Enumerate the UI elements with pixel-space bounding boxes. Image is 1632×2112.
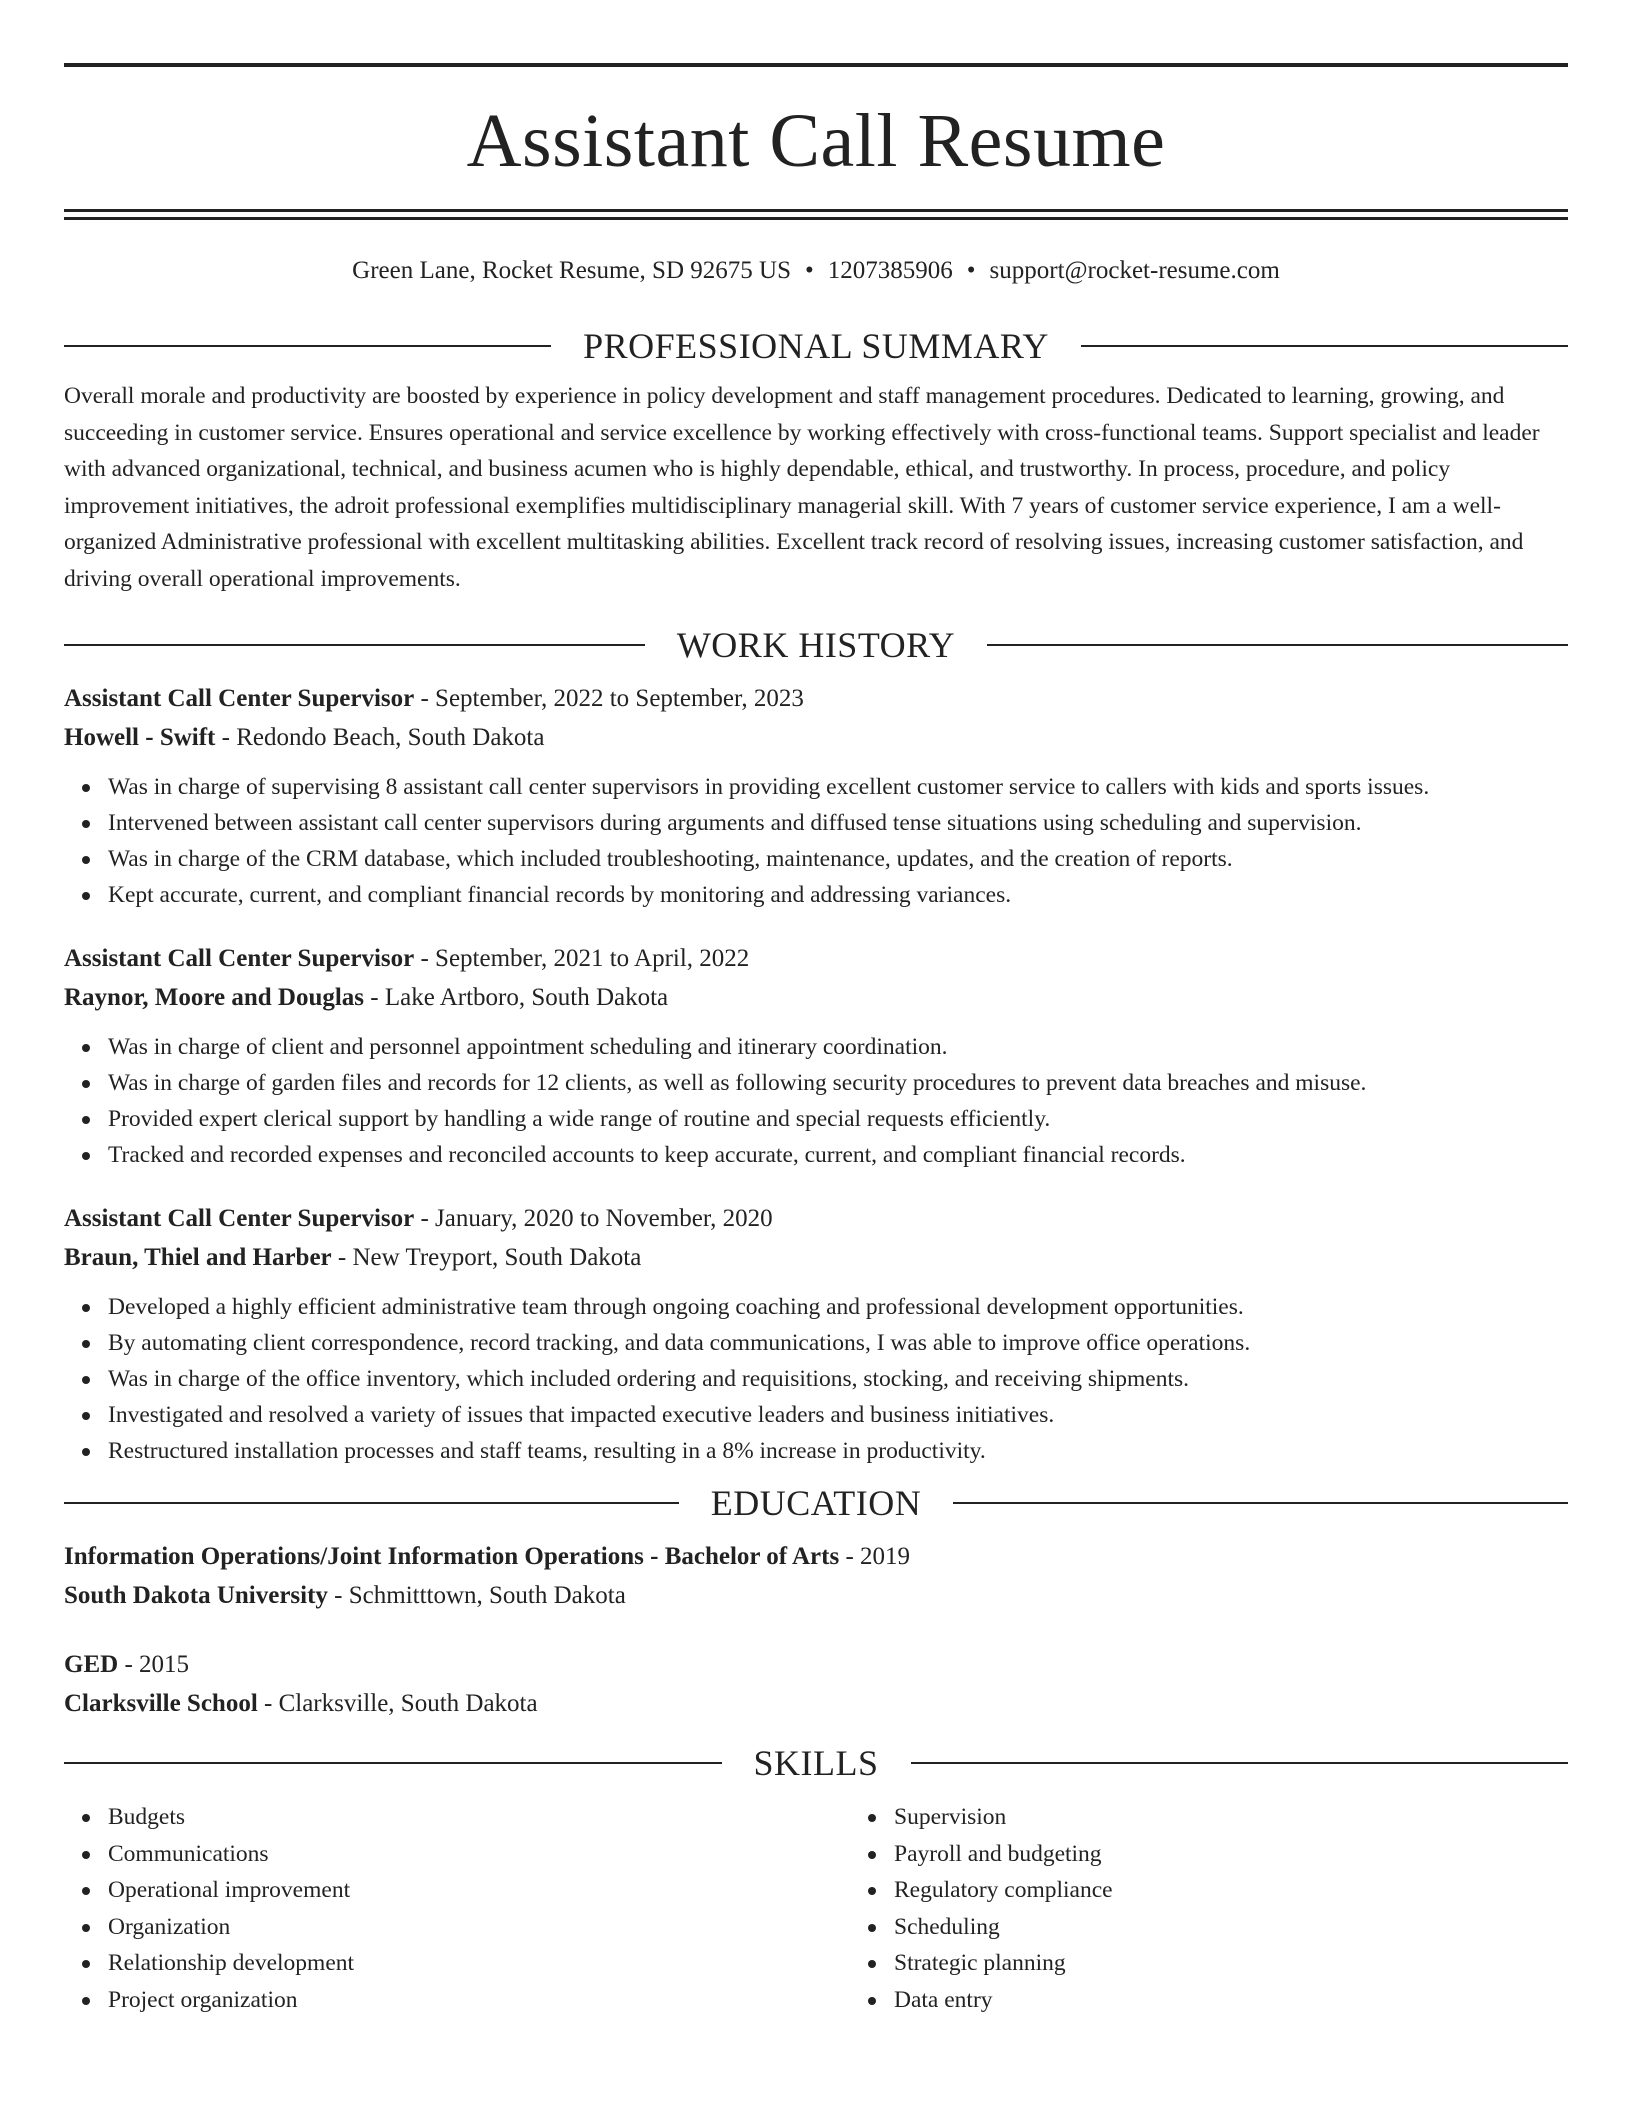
skills-list-left bbox=[64, 1799, 850, 2018]
section-title: SKILLS bbox=[753, 1743, 879, 1783]
job-title-line bbox=[64, 1199, 1568, 1238]
job-entry bbox=[64, 679, 1568, 913]
heading-rule-left bbox=[64, 1762, 722, 1764]
heading-rule-right bbox=[987, 644, 1568, 646]
heading-rule-left bbox=[64, 1502, 679, 1504]
job-company: Howell - Swift bbox=[64, 724, 216, 751]
degree: Information Operations/Joint Information Operations - Bachelor of Arts bbox=[64, 1543, 840, 1570]
resume-page bbox=[64, 0, 1568, 2018]
degree: GED bbox=[64, 1651, 119, 1678]
skill-item: Budgets bbox=[108, 1799, 850, 1836]
title-double-rule bbox=[64, 209, 1568, 220]
list-item: Tracked and recorded expenses and reconciled accounts to keep accurate, current, and compliant financial records. bbox=[108, 1137, 1568, 1173]
section-title: WORK HISTORY bbox=[676, 625, 956, 665]
bullet-separator: • bbox=[804, 257, 814, 284]
job-location: - Lake Artboro, South Dakota bbox=[364, 984, 669, 1011]
job-company-line bbox=[64, 978, 1568, 1017]
education-entry bbox=[64, 1537, 1568, 1615]
skill-item: Regulatory compliance bbox=[894, 1872, 1632, 1909]
heading-rule-right bbox=[911, 1762, 1569, 1764]
list-item: Kept accurate, current, and compliant financial records by monitoring and addressing variances. bbox=[108, 877, 1568, 913]
skill-item: Project organization bbox=[108, 1982, 850, 2019]
skill-item: Scheduling bbox=[894, 1909, 1632, 1946]
list-item: Was in charge of garden files and records for 12 clients, as well as following security procedures to prevent data breaches and misuse. bbox=[108, 1065, 1568, 1101]
heading-rule-right bbox=[1081, 345, 1568, 347]
top-rule bbox=[64, 63, 1568, 67]
list-item: By automating client correspondence, record tracking, and data communications, I was able to improve office operations. bbox=[108, 1325, 1568, 1361]
skill-item: Payroll and budgeting bbox=[894, 1836, 1632, 1873]
job-dates: - January, 2020 to November, 2020 bbox=[414, 1205, 773, 1232]
list-item: Restructured installation processes and staff teams, resulting in a 8% increase in productivity. bbox=[108, 1433, 1568, 1469]
job-entry bbox=[64, 939, 1568, 1173]
list-item: Was in charge of the CRM database, which included troubleshooting, maintenance, updates, and the creation of reports. bbox=[108, 841, 1568, 877]
section-heading-education bbox=[64, 1483, 1568, 1523]
list-item: Provided expert clerical support by handling a wide range of routine and special requests efficiently. bbox=[108, 1101, 1568, 1137]
job-company-line bbox=[64, 718, 1568, 757]
education-entry bbox=[64, 1645, 1568, 1723]
school-location: - Schmitttown, South Dakota bbox=[327, 1582, 626, 1609]
job-bullets bbox=[64, 1289, 1568, 1469]
degree-line bbox=[64, 1645, 1568, 1684]
skill-item: Data entry bbox=[894, 1982, 1632, 2019]
job-dates: - September, 2021 to April, 2022 bbox=[414, 945, 750, 972]
list-item: Intervened between assistant call center supervisors during arguments and diffused tense situations using scheduling and supervision. bbox=[108, 805, 1568, 841]
job-company: Raynor, Moore and Douglas bbox=[64, 984, 365, 1011]
job-title: Assistant Call Center Supervisor bbox=[64, 685, 415, 712]
job-title-line bbox=[64, 679, 1568, 718]
list-item: Was in charge of supervising 8 assistant call center supervisors in providing excellent customer service to callers with kids and sports issues. bbox=[108, 769, 1568, 805]
skill-item: Operational improvement bbox=[108, 1872, 850, 1909]
skill-item: Relationship development bbox=[108, 1945, 850, 1982]
job-title: Assistant Call Center Supervisor bbox=[64, 945, 415, 972]
list-item: Investigated and resolved a variety of issues that impacted executive leaders and business initiatives. bbox=[108, 1397, 1568, 1433]
skill-item: Organization bbox=[108, 1909, 850, 1946]
section-title: EDUCATION bbox=[710, 1483, 922, 1523]
skills-columns bbox=[64, 1799, 1568, 2018]
school: South Dakota University bbox=[64, 1582, 328, 1609]
school-location: - Clarksville, South Dakota bbox=[257, 1690, 538, 1717]
school-line bbox=[64, 1576, 1568, 1615]
list-item: Developed a highly efficient administrative team through ongoing coaching and professional development opportunities. bbox=[108, 1289, 1568, 1325]
summary-text: Overall morale and productivity are boosted by experience in policy development and staff management procedures. Dedicated to learning, growing, and succeeding in customer service. Ensures operational and service excellence by working effectively with cross-functional teams. Support specialist and leader with advanced organizational, technical, and business acumen who is highly dependable, ethical, and trustworthy. In process, procedure, and policy improvement initiatives, the adroit professional exemplifies multidisciplinary managerial skill. With 7 years of customer service experience, I am a well-organized Administrative professional with excellent multitasking abilities. Excellent track record of resolving issues, increasing customer satisfaction, and driving overall operational improvements. bbox=[64, 383, 1540, 592]
section-heading-summary bbox=[64, 326, 1568, 366]
job-bullets bbox=[64, 1029, 1568, 1173]
heading-rule-right bbox=[953, 1502, 1568, 1504]
heading-rule-left bbox=[64, 345, 551, 347]
job-company-line bbox=[64, 1238, 1568, 1277]
skill-item: Strategic planning bbox=[894, 1945, 1632, 1982]
heading-rule-left bbox=[64, 644, 645, 646]
section-heading-skills bbox=[64, 1743, 1568, 1783]
contact-phone: 1207385906 bbox=[827, 257, 953, 284]
list-item: Was in charge of client and personnel appointment scheduling and itinerary coordination. bbox=[108, 1029, 1568, 1065]
job-bullets bbox=[64, 769, 1568, 913]
graduation-year: - 2015 bbox=[118, 1651, 190, 1678]
skills-list-right bbox=[850, 1799, 1632, 2018]
contact-address: Green Lane, Rocket Resume, SD 92675 US bbox=[352, 257, 791, 284]
skill-item: Communications bbox=[108, 1836, 850, 1873]
graduation-year: - 2019 bbox=[839, 1543, 911, 1570]
job-title: Assistant Call Center Supervisor bbox=[64, 1205, 415, 1232]
job-entry bbox=[64, 1199, 1568, 1469]
job-company: Braun, Thiel and Harber bbox=[64, 1244, 332, 1271]
contact-email: support@rocket-resume.com bbox=[989, 257, 1280, 284]
resume-title: Assistant Call Resume bbox=[466, 99, 1166, 183]
bullet-separator: • bbox=[966, 257, 976, 284]
section-heading-work-history bbox=[64, 625, 1568, 665]
skill-item: Supervision bbox=[894, 1799, 1632, 1836]
job-location: - New Treyport, South Dakota bbox=[331, 1244, 642, 1271]
degree-line bbox=[64, 1537, 1568, 1576]
job-location: - Redondo Beach, South Dakota bbox=[215, 724, 545, 751]
contact-line bbox=[64, 256, 1568, 286]
job-dates: - September, 2022 to September, 2023 bbox=[414, 685, 804, 712]
job-title-line bbox=[64, 939, 1568, 978]
school: Clarksville School bbox=[64, 1690, 258, 1717]
section-title: PROFESSIONAL SUMMARY bbox=[583, 326, 1049, 366]
school-line bbox=[64, 1684, 1568, 1723]
list-item: Was in charge of the office inventory, which included ordering and requisitions, stocking, and receiving shipments. bbox=[108, 1361, 1568, 1397]
